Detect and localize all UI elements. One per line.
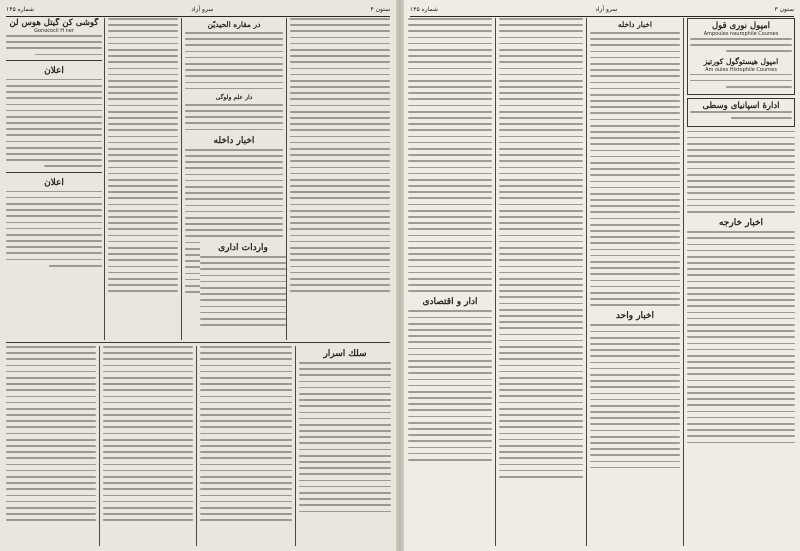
left-col2-body xyxy=(108,18,178,292)
left-ad1-body xyxy=(6,35,102,55)
left-lower-col-2 xyxy=(103,346,193,546)
right-ad3-body xyxy=(690,111,792,119)
spread-gutter xyxy=(396,0,404,551)
right-ad2-body xyxy=(690,74,792,88)
right-colright-body-b xyxy=(687,231,795,443)
right-colmid-body-a xyxy=(590,32,680,306)
left-ad2-title: اعلان xyxy=(44,65,64,76)
right-ad1 xyxy=(687,18,795,95)
left-col3-body-b xyxy=(185,104,283,130)
right-page-number: ستون ۳ xyxy=(774,6,794,13)
left-page-header xyxy=(6,4,390,17)
left-ad2-body xyxy=(6,79,102,167)
right-colmid-heading: اخبار داخله xyxy=(617,20,653,29)
left-ad3-title: اعلان xyxy=(44,177,64,188)
left-col4-body xyxy=(290,18,390,292)
right-issue-number: شماره ۱۴۵ xyxy=(410,6,438,13)
right-colright-heading4: اخبار خارجه xyxy=(718,218,764,229)
left-ad1-subtitle: Gonococil H ner xyxy=(34,28,74,34)
right-col-right xyxy=(687,18,795,546)
right-col-2 xyxy=(499,18,583,546)
left-col3-heading2: اخبار داخله xyxy=(213,135,255,146)
right-col-left xyxy=(408,18,492,546)
right-colmid-body-b xyxy=(590,324,680,468)
left-admin-block xyxy=(200,240,286,340)
right-colright-body-a xyxy=(687,131,795,213)
left-ad3-body xyxy=(6,191,102,267)
left-page-number: ستون ۴ xyxy=(370,6,390,13)
left-paper-name: سرو آزاد xyxy=(191,6,214,13)
right-page-header xyxy=(410,4,794,17)
left-col3-subheading: دار علم ولوگی xyxy=(215,93,253,101)
left-lower-col-3 xyxy=(200,346,292,546)
left-lower-col3-body xyxy=(200,346,292,521)
right-ad3 xyxy=(687,98,795,126)
left-col-4 xyxy=(290,18,390,340)
right-page xyxy=(404,0,800,551)
right-ad2-subtitle: Am oules Histophile Cournes xyxy=(705,66,777,73)
left-lower-heading: سلك اسرار xyxy=(323,349,367,359)
left-lower-col1-body xyxy=(6,346,96,521)
left-lower-heading2: واردات ادارى xyxy=(218,243,268,253)
left-page xyxy=(0,0,396,551)
right-ad2-title: امپول هیستوگول کورتیز xyxy=(703,56,779,66)
right-ad1-subtitle: Ampoules neurophile Courses xyxy=(703,31,779,37)
right-ad3-title: ادارهٔ اسپانیای وسطى xyxy=(702,101,780,112)
right-col-mid xyxy=(590,18,680,546)
left-col3-body-a xyxy=(185,32,283,89)
left-col-2 xyxy=(108,18,178,340)
left-lower-col-4 xyxy=(299,346,391,546)
right-paper-name: سرو آزاد xyxy=(595,6,618,13)
left-col3-heading: در مقاره الحیدیّن xyxy=(207,20,261,29)
left-col-ads xyxy=(6,18,102,340)
left-issue-number: شماره ۱۴۵ xyxy=(6,6,34,13)
right-ad1-title: امپول نورى قول xyxy=(711,21,771,31)
right-colleft-heading: ادار و اقتصادى xyxy=(422,297,478,308)
right-col2-body xyxy=(499,18,583,478)
left-admin-body xyxy=(200,256,286,326)
left-ad1-title: گوشی کن گیتل هوس لن xyxy=(9,18,99,28)
right-colmid-heading2: اخبار واحد xyxy=(615,311,655,322)
left-lower-col2-body xyxy=(103,346,193,521)
right-ad1-body xyxy=(690,38,792,52)
right-colleft-body-a xyxy=(408,18,492,292)
left-lower-col4-body xyxy=(299,362,391,512)
right-colleft-body-b xyxy=(408,310,492,460)
left-lower-col-1 xyxy=(6,346,96,546)
